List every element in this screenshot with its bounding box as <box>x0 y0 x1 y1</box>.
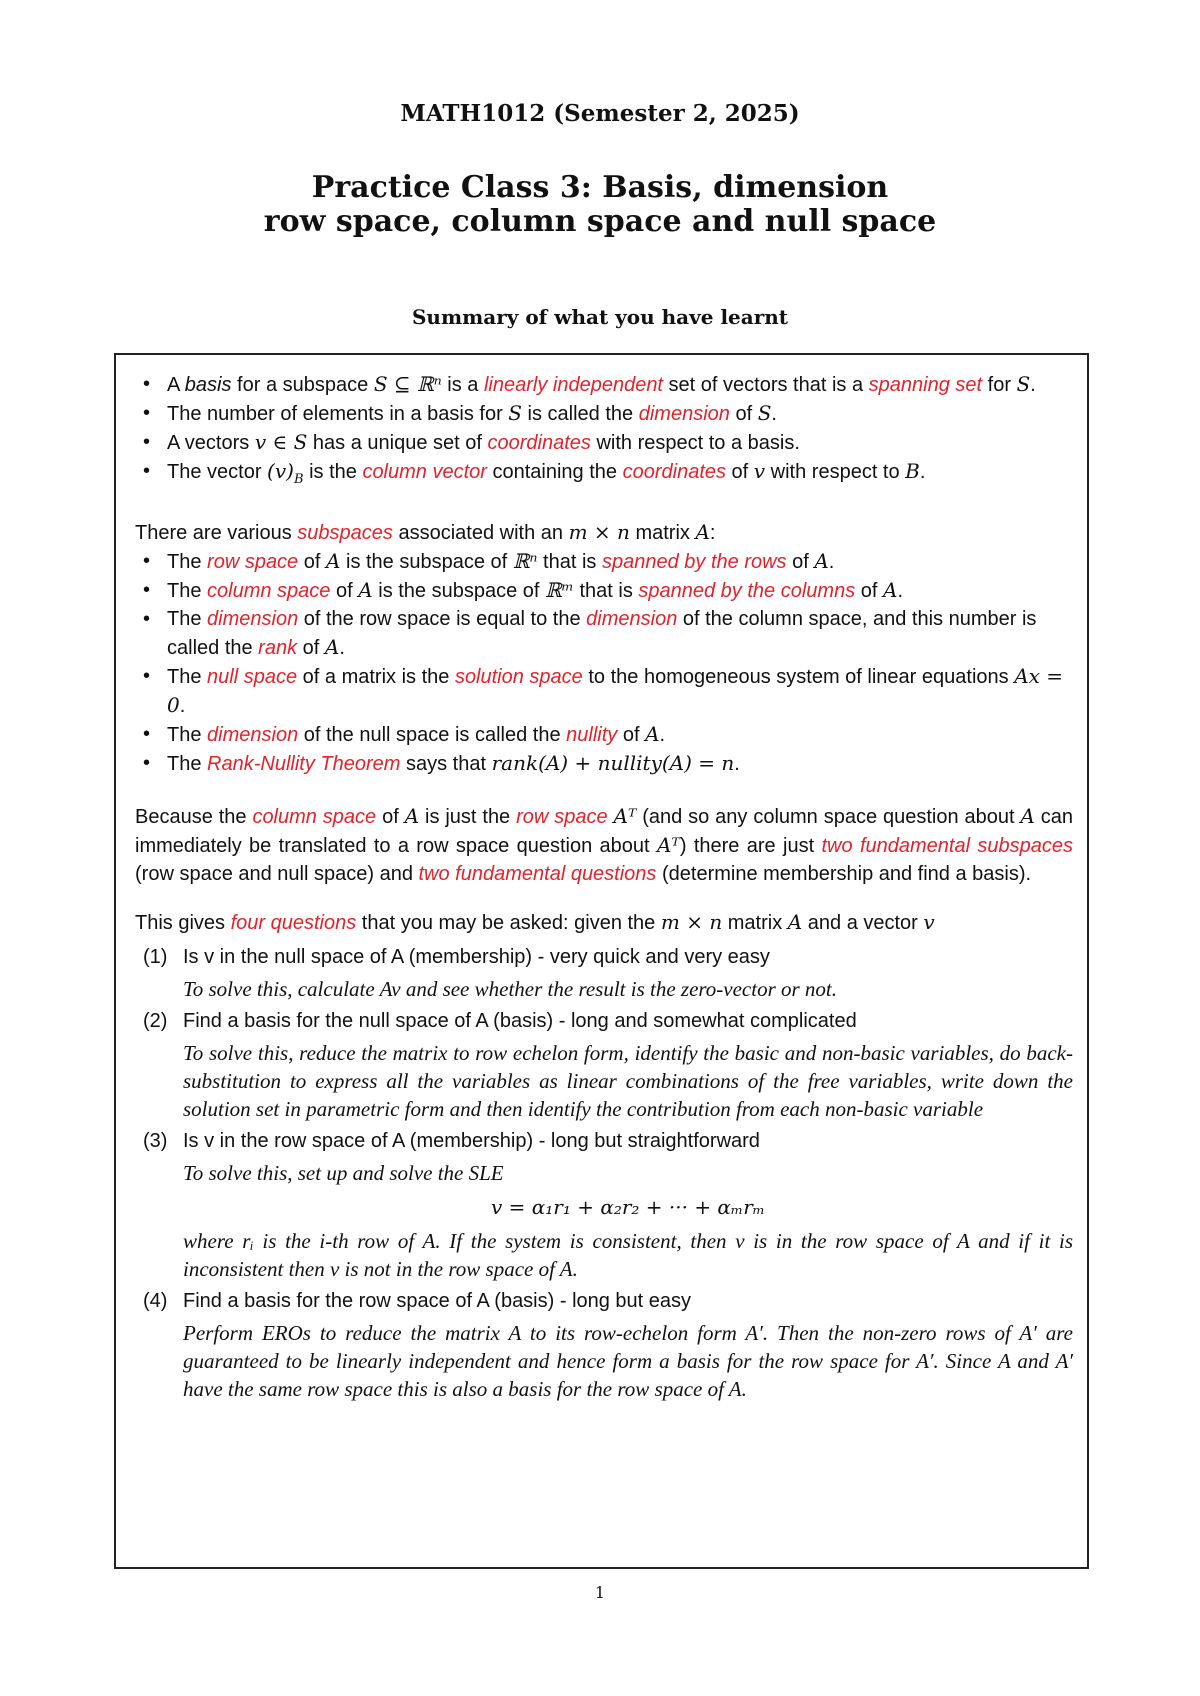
bullet-null-space: • The null space of a matrix is the solution space to the homogeneous system of linear equations Ax = 0. <box>135 662 1073 720</box>
title-line-2: row space, column space and null space <box>263 204 937 239</box>
title-line-1: Practice Class 3: Basis, dimension <box>311 170 889 205</box>
question-description-continued: where rᵢ is the i-th row of A. If the system is consistent, then v is in the row space of A and if it is inconsistent then v is not in the row space of A. <box>183 1229 1073 1281</box>
sle-equation: v = α₁r₁ + α₂r₂ + ··· + αₘrₘ <box>490 1195 766 1219</box>
course-header: MATH1012 (Semester 2, 2025) <box>400 100 800 127</box>
bullet-rank: • The dimension of the row space is equal to the dimension of the column space, and this number is called the rank of A. <box>135 605 1073 662</box>
bullet-rank-nullity: • The Rank-Nullity Theorem says that rank(A) + nullity(A) = n. <box>135 749 1073 778</box>
summary-heading: Summary of what you have learnt <box>411 305 789 329</box>
subspace-bullet-list <box>135 547 1073 778</box>
subspaces-intro: There are various subspaces associated with an m × n matrix A: <box>135 520 716 544</box>
question-item <box>135 1007 1073 1123</box>
question-number: (3) <box>143 1130 168 1152</box>
question-description: Perform EROs to reduce the matrix A to its row-echelon form A′. Then the non-zero rows of A′ are guaranteed to be linearly independent and hence form a basis for the row space for A′. Since A and A′ have the same row space this is also a basis for the row space of A. <box>183 1321 1073 1401</box>
four-questions-intro: This gives four questions that you may be asked: given the m × n matrix A and a vector v <box>135 910 935 934</box>
basis-bullet-list <box>135 370 1073 494</box>
question-description: To solve this, reduce the matrix to row echelon form, identify the basic and non-basic variables, do back-substitution to express all the variables as linear combinations of the free variables, write down the solution set in parametric form and then identify the contribution from each non-basic variable <box>183 1041 1073 1121</box>
question-heading: Find a basis for the row space of A (basis) - long but easy <box>183 1290 692 1312</box>
bullet-basis: • A basis for a subspace S ⊆ ℝⁿ is a linearly independent set of vectors that is a spanning set for S. <box>135 370 1073 399</box>
bullet-nullity: • The dimension of the null space is called the nullity of A. <box>135 720 1073 749</box>
question-number: (4) <box>143 1290 168 1312</box>
bullet-row-space: • The row space of A is the subspace of ℝⁿ that is spanned by the rows of A. <box>135 547 1073 576</box>
question-item <box>135 1127 1073 1283</box>
summary-content <box>135 370 1073 1407</box>
bullet-coordinates: • A vectors v ∈ S has a unique set of coordinates with respect to a basis. <box>135 428 1073 457</box>
question-heading: Find a basis for the null space of A (basis) - long and somewhat complicated <box>183 1010 857 1032</box>
question-list <box>135 943 1073 1403</box>
question-description: To solve this, calculate Av and see whether the result is the zero-vector or not. <box>183 977 838 1001</box>
page-title <box>0 171 1200 239</box>
page-number: 1 <box>594 1583 606 1602</box>
question-number: (2) <box>143 1010 168 1032</box>
question-description: To solve this, set up and solve the SLE <box>183 1161 504 1185</box>
question-heading: Is v in the row space of A (membership) - long but straightforward <box>183 1130 760 1152</box>
bullet-coordinate-vector: • The vector $(v)_B$ is the column vector containing the coordinates of v with respect to B. <box>135 457 1073 494</box>
bullet-column-space: • The column space of A is the subspace of ℝᵐ that is spanned by the columns of A. <box>135 576 1073 605</box>
question-item <box>135 1287 1073 1403</box>
bullet-dimension: • The number of elements in a basis for S is called the dimension of S. <box>135 399 1073 428</box>
because-paragraph: Because the column space of A is just the row space Aᵀ (and so any column space question about A can immediately be translated to a row space question about Aᵀ) there are just two fundamental subspaces (row space and null space) and two fundamental questions (determine membership and find a basis). <box>135 804 1074 885</box>
question-heading: Is v in the null space of A (membership) - very quick and very easy <box>183 946 770 968</box>
question-number: (1) <box>143 946 168 968</box>
question-item <box>135 943 1073 1003</box>
